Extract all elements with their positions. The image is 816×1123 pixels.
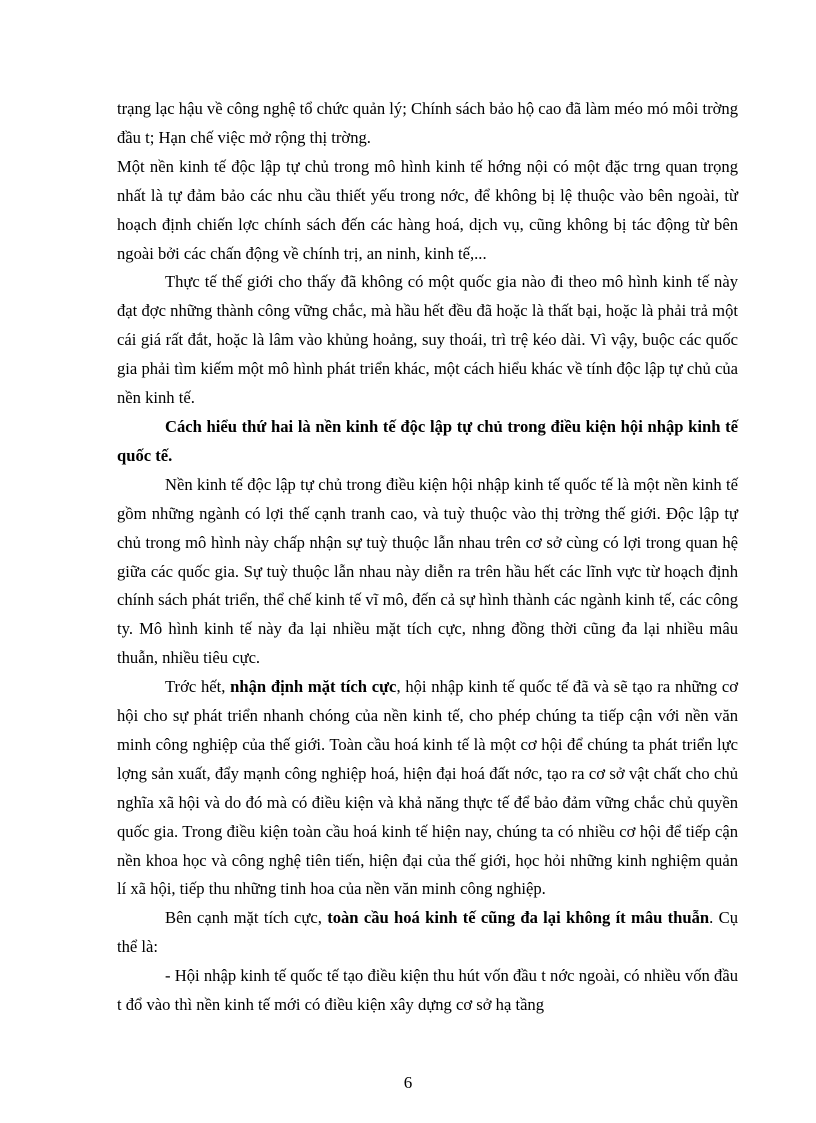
body-text [117,95,738,1020]
paragraph-4: Nền kinh tế độc lập tự chủ trong điều kiện hội nhập kinh tế quốc tế là một nền kinh tế gồm những ngành có lợi thế cạnh tranh cao, và tuỳ thuộc vào thị trờng thế giới. Độc lập tự chủ trong mô hình này chấp nhận sự tuỳ thuộc lẫn nhau trên cơ sở cùng có lợi trong quan hệ giữa các quốc gia. Sự tuỳ thuộc lẫn nhau này diễn ra trên hầu hết các lĩnh vực từ hoạch định chính sách phát triển, thể chế kinh tế vĩ mô, đến cả sự hình thành các ngành kinh tế, các công ty. Mô hình kinh tế này đa lại nhiều mặt tích cực, nhng đồng thời cũng đa lại nhiều mâu thuẫn, nhiều tiêu cực. [117,474,738,668]
paragraph-5-bold: nhận định mặt tích cực [230,677,397,697]
paragraph-3: Thực tế thế giới cho thấy đã không có một quốc gia nào đi theo mô hình kinh tế này đạt đợc những thành công vững chắc, mà hầu hết đều đã hoặc là thất bại, hoặc là phải trả một cái giá rất đắt, hoặc là lâm vào khủng hoảng, suy thoái, trì trệ kéo dài. Vì vậy, buộc các quốc gia phải tìm kiếm một mô hình phát triển khác, một cách hiểu khác về tính độc lập tự chủ của nền kinh tế. [117,272,738,408]
paragraph-6 [117,904,738,962]
paragraph-7: - Hội nhập kinh tế quốc tế tạo điều kiện thu hút vốn đầu t nớc ngoài, có nhiều vốn đầu t đổ vào thì nền kinh tế mới có điều kiện xây dựng cơ sở hạ tầng [117,966,738,1015]
paragraph-6-lead: Bên cạnh mặt tích cực, [165,908,328,928]
paragraph-5 [117,673,738,904]
paragraph-2: Một nền kinh tế độc lập tự chủ trong mô hình kinh tế hớng nội có một đặc trng quan trọng nhất là tự đảm bảo các nhu cầu thiết yếu trong nớc, để không bị lệ thuộc vào bên ngoài, từ hoạch định chiến lợc chính sách đến các hàng hoá, dịch vụ, cũng không bị tác động từ bên ngoài bởi các chấn động về chính trị, an ninh, kinh tế,... [117,156,738,263]
page-number: 6 [403,1073,413,1092]
section-heading: Cách hiểu thứ hai là nền kinh tế độc lập tự chủ trong điều kiện hội nhập kinh tế quốc tế. [117,416,738,465]
paragraph-6-rest: . Cụ thể là: [117,908,738,957]
paragraph-5-lead: Trớc hết, [165,677,231,697]
paragraph-5-rest: , hội nhập kinh tế quốc tế đã và sẽ tạo ra những cơ hội cho sự phát triển nhanh chóng của nền kinh tế, cho phép chúng ta tiếp cận với nền văn minh công nghiệp của thế giới. Toàn cầu hoá kinh tế là một cơ hội để chúng ta phát triển lực lợng sản xuất, đẩy mạnh công nghiệp hoá, hiện đại hoá đất nớc, tạo ra cơ sở vật chất cho chủ nghĩa xã hội và do đó mà có điều kiện và khả năng thực tế để bảo đảm vững chắc chủ quyền quốc gia. Trong điều kiện toàn cầu hoá kinh tế hiện nay, chúng ta có nhiều cơ hội để tiếp cận nền khoa học và công nghệ tiên tiến, hiện đại của thế giới, học hỏi những kinh nghiệm quản lí xã hội, tiếp thu những tinh hoa của nền văn minh công nghiệp. [117,677,739,899]
paragraph-6-bold: toàn cầu hoá kinh tế cũng đa lại không ít mâu thuẫn [327,908,710,928]
paragraph-1: trạng lạc hậu về công nghệ tổ chức quản lý; Chính sách bảo hộ cao đã làm méo mó môi trờng đầu t; Hạn chế việc mở rộng thị trờng. [117,99,738,147]
